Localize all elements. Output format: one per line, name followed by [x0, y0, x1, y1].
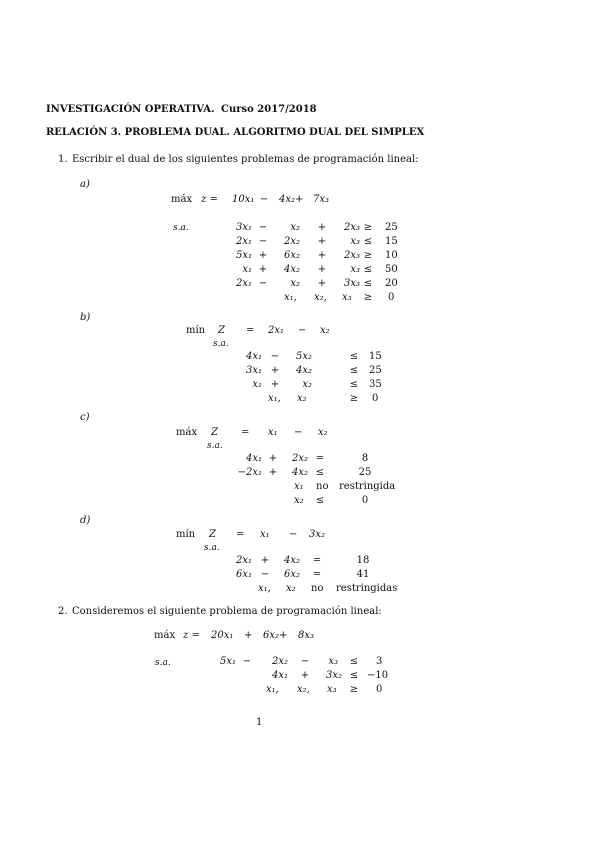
q1d-r1-rel: = [312, 555, 322, 566]
q1d-obj-t2: 3x₂ [309, 529, 326, 540]
q1a-r4-c1: x₁ [242, 264, 252, 275]
q1a-r1-op1: − [258, 222, 268, 233]
q1a-nn-x1: x₁, [284, 292, 297, 303]
q2-r2-rel: ≤ [349, 670, 359, 681]
q2-r2-c1: 4x₁ [271, 670, 288, 681]
q2-nn-x3: x₃ [327, 684, 337, 695]
relation-title: RELACIÓN 3. PROBLEMA DUAL. ALGORITMO DUAL DEL SIMPLEX [46, 127, 425, 138]
q1c-obj-t1: x₁ [268, 427, 278, 438]
q1a-r2-op1: − [258, 236, 268, 247]
course-year: Curso 2017/2018 [221, 104, 317, 115]
q1b-r2-op: + [270, 365, 280, 376]
q1b-r3-op: + [270, 379, 280, 390]
q1d-r1-c1: 2x₁ [235, 555, 252, 566]
q2-nn-x1: x₁, [266, 684, 279, 695]
q1c-obj-op: − [294, 427, 303, 438]
q1d-free-x1: x₁, [258, 583, 271, 594]
q1b-sa: s.a. [213, 339, 229, 349]
q1d-r2-op: − [260, 569, 270, 580]
q1a-r1-c1: 3x₁ [235, 222, 252, 233]
q1b-r3-c1: x₁ [252, 379, 262, 390]
q1d-sa: s.a. [204, 543, 220, 553]
q1a-r5-c2: x₂ [290, 278, 300, 289]
q1c-label: c) [80, 412, 90, 423]
q1d-free-no: no [311, 583, 324, 594]
q1a-r5-c3: 3x₃ [343, 278, 360, 289]
q1c-last-rhs: 0 [361, 495, 369, 506]
q1a-r3-rel: ≥ [363, 250, 373, 261]
q1d-obj-eq: = [236, 529, 245, 540]
q1c-r2-c2: 4x₂ [291, 467, 308, 478]
q1c-r1-rhs: 8 [361, 453, 369, 464]
q1d-r1-c2: 4x₂ [283, 555, 300, 566]
q2-nn-x2: x₂, [297, 684, 310, 695]
q1c-r2-rhs: 25 [358, 467, 372, 478]
q1a-nn-rel: ≥ [363, 292, 373, 303]
q2-obj-z: z = [183, 630, 200, 641]
q2-r2-rhs: −10 [367, 670, 389, 681]
q1b-r1-rel: ≤ [349, 351, 359, 362]
q1a-r5-rel: ≤ [363, 278, 373, 289]
q1a-r3-c2: 6x₂ [283, 250, 300, 261]
q1b-r2-c1: 3x₁ [245, 365, 262, 376]
q1b-obj-z: Z [218, 325, 225, 336]
q1a-r4-c2: 4x₂ [283, 264, 300, 275]
q1d-free-word: restringidas [336, 583, 398, 594]
q1d-r2-rel: = [312, 569, 322, 580]
q2-r1-op2: − [300, 656, 310, 667]
q1a-r5-rhs: 20 [385, 278, 398, 289]
q1c-r1-op: + [268, 453, 278, 464]
q1a-r5-op1: − [258, 278, 268, 289]
q1a-r1-c3: 2x₃ [343, 222, 360, 233]
q1b-obj-op: − [298, 325, 307, 336]
q1b-obj-min: mín [186, 325, 206, 336]
q1a-r2-c2: 2x₂ [283, 236, 300, 247]
q1b-r2-rhs: 25 [369, 365, 382, 376]
q1d-r1-op: + [260, 555, 270, 566]
q1b-r1-op: − [270, 351, 280, 362]
q1a-r1-rhs: 25 [385, 222, 398, 233]
q2-r1-c1: 5x₁ [219, 656, 236, 667]
q1c-sa: s.a. [207, 441, 223, 451]
q1b-r2-rel: ≤ [349, 365, 359, 376]
q2-obj-op: + [244, 630, 253, 641]
q1b-nn-rhs: 0 [372, 393, 379, 404]
q1b-r3-rhs: 35 [369, 379, 382, 390]
q2-nn-rhs: 0 [376, 684, 383, 695]
q1d-label: d) [80, 515, 91, 526]
q1a-obj-t1: 10x₁ [232, 194, 255, 205]
q1b-nn-x2: x₂ [297, 393, 307, 404]
q1c-r1-c1: 4x₁ [245, 453, 262, 464]
q1b-r1-c2: 5x₂ [295, 351, 312, 362]
q1a-r3-op1: + [258, 250, 268, 261]
q1b-label: b) [80, 312, 91, 323]
q2-r1-rhs: 3 [376, 656, 383, 667]
q1c-free-no: no [316, 481, 329, 492]
q1a-r3-c1: 5x₁ [235, 250, 252, 261]
q1a-r2-rel: ≤ [363, 236, 373, 247]
q1c-free-x1: x₁ [294, 481, 304, 492]
q2-obj-t3: 8x₃ [298, 630, 315, 641]
q2-obj-t1: 20x₁ [211, 630, 234, 641]
q2-r1-op1: − [242, 656, 252, 667]
q1-number: 1. [58, 154, 68, 165]
q1b-nn-x1: x₁, [268, 393, 281, 404]
q1b-r2-c2: 4x₂ [295, 365, 312, 376]
q1d-r1-rhs: 18 [356, 555, 370, 566]
q2-text: Consideremos el siguiente problema de programación lineal: [72, 606, 382, 617]
q1a-obj-t3: 7x₃ [313, 194, 330, 205]
q1a-r3-op2: + [317, 250, 327, 261]
q1c-obj-z: Z [211, 427, 218, 438]
q1b-r3-rel: ≤ [349, 379, 359, 390]
q1c-r1-rel: = [315, 453, 325, 464]
q1a-obj-op1: − [260, 194, 269, 205]
q1a-r4-rhs: 50 [385, 264, 398, 275]
q2-r2-op: + [300, 670, 310, 681]
q1c-last-rel: ≤ [315, 495, 325, 506]
q2-nn-rel: ≥ [349, 684, 359, 695]
q1c-r2-c1: −2x₁ [237, 467, 262, 478]
q1a-nn-x3: x₃ [342, 292, 352, 303]
q1a-r4-rel: ≤ [363, 264, 373, 275]
q1c-obj-max: máx [176, 427, 198, 438]
q1d-r2-rhs: 41 [356, 569, 370, 580]
q1b-r3-c2: x₂ [302, 379, 312, 390]
q2-r1-rel: ≤ [349, 656, 359, 667]
q1b-obj-t2: x₂ [320, 325, 330, 336]
q1c-free-word: restringida [339, 481, 396, 492]
q1a-r1-op2: + [317, 222, 327, 233]
q1a-obj-z: z = [201, 194, 218, 205]
q2-number: 2. [58, 606, 68, 617]
q1c-obj-t2: x₂ [318, 427, 328, 438]
q1a-r1-rel: ≥ [363, 222, 373, 233]
q1c-last-x2: x₂ [294, 495, 304, 506]
q1b-obj-t1: 2x₁ [268, 325, 285, 336]
q1c-obj-eq: = [241, 427, 250, 438]
q1b-obj-eq: = [246, 325, 255, 336]
q1a-nn-x2: x₂, [314, 292, 327, 303]
q1a-label: a) [80, 179, 90, 190]
page-number: 1 [256, 717, 263, 728]
course-title-text: INVESTIGACIÓN OPERATIVA. [46, 104, 215, 115]
q1b-nn-rel: ≥ [349, 393, 359, 404]
q2-r2-c2: 3x₂ [325, 670, 342, 681]
q1a-r5-op2: + [317, 278, 327, 289]
q1a-r2-op2: + [317, 236, 327, 247]
q1d-obj-t1: x₁ [260, 529, 270, 540]
q1d-obj-z: Z [209, 529, 216, 540]
q1c-r1-c2: 2x₂ [291, 453, 308, 464]
q1a-obj-t2: 4x₂+ [279, 194, 304, 205]
q1a-r2-c3: x₃ [350, 236, 360, 247]
q1d-r2-c1: 6x₁ [235, 569, 252, 580]
q1c-r2-rel: ≤ [315, 467, 325, 478]
q1a-nn-rhs: 0 [388, 292, 395, 303]
q1c-r2-op: + [268, 467, 278, 478]
q2-r1-c3: x₃ [328, 656, 338, 667]
course-title [46, 104, 317, 116]
q1-text: Escribir el dual de los siguientes problemas de programación lineal: [72, 154, 419, 165]
q1d-obj-op: − [289, 529, 298, 540]
q1a-r5-c1: 2x₁ [235, 278, 252, 289]
q2-obj-t2: 6x₂+ [263, 630, 288, 641]
q1a-r1-c2: x₂ [290, 222, 300, 233]
q1d-free-x2: x₂ [286, 583, 296, 594]
q1b-r1-c1: 4x₁ [245, 351, 262, 362]
q2-obj-max: máx [154, 630, 176, 641]
q1a-r4-c3: x₃ [350, 264, 360, 275]
q1d-obj-min: mín [176, 529, 196, 540]
q1a-r2-c1: 2x₁ [235, 236, 252, 247]
q1a-obj-max: máx [171, 194, 193, 205]
q2-r1-c2: 2x₂ [271, 656, 288, 667]
q1a-r3-c3: 2x₃ [343, 250, 360, 261]
q1b-r1-rhs: 15 [369, 351, 382, 362]
q2-sa: s.a. [155, 658, 171, 668]
q1a-r4-op2: + [317, 264, 327, 275]
q1d-r2-c2: 6x₂ [283, 569, 300, 580]
q1a-sa: s.a. [173, 223, 189, 233]
q1a-r4-op1: + [258, 264, 268, 275]
q1a-r2-rhs: 15 [385, 236, 398, 247]
q1a-r3-rhs: 10 [385, 250, 398, 261]
